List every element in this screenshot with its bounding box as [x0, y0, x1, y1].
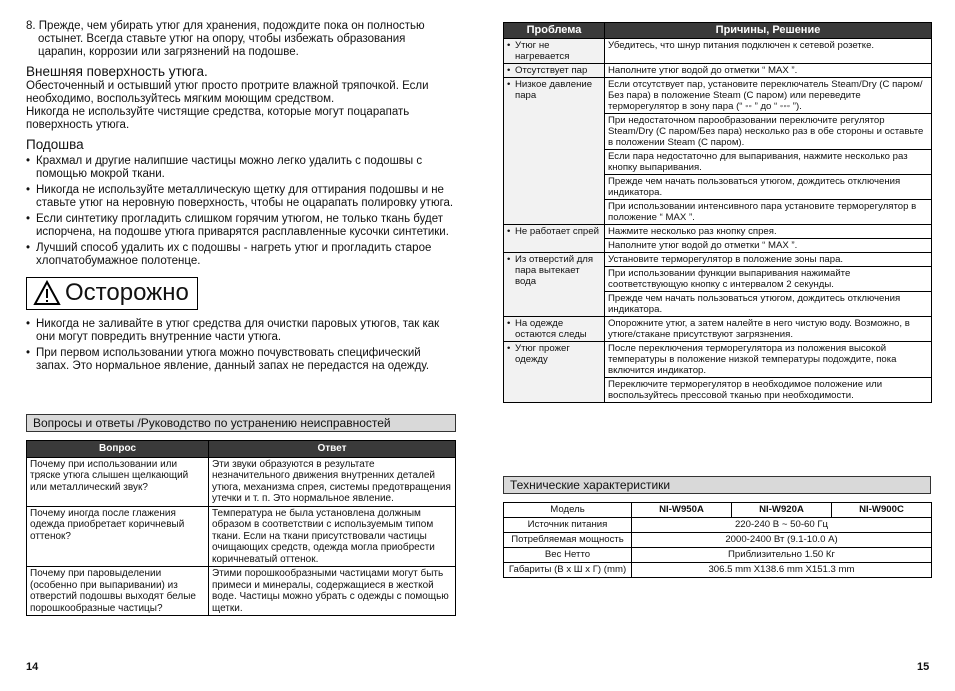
- exterior-heading: Внешняя поверхность утюга.: [26, 64, 208, 79]
- exterior-paragraph-2: Никогда не используйте чистящие средства, которые могут поцарапать поверхность утюга.: [26, 106, 410, 131]
- table-header-row: [27, 441, 456, 458]
- answer-cell: Эти звуки образуются в результате незначительного движения внутренних деталей утюга, механизма спрея, системы предотвращения утечки и т. п. Это нормальное явление.: [209, 457, 456, 506]
- solution-cell: Если пара недостаточно для выпаривания, нажмите несколько раз кнопку выпаривания.: [605, 150, 932, 175]
- problem-cell: • На одежде остаются следы: [504, 317, 605, 342]
- table-row: [27, 457, 456, 506]
- spec-label: Потребляемая мощность: [504, 533, 632, 548]
- item-8-text: 8. Прежде, чем убирать утюг для хранения, подождите пока он полностью остынет. Всегда ставьте утюг на опору, чтобы избежать образования царапин, коррозии или загрязнений на подошве.: [26, 20, 425, 58]
- solution-cell: Нажмите несколько раз кнопку спрея.: [605, 225, 932, 239]
- table-row: [504, 317, 932, 342]
- solution-cell: Убедитесь, что шнур питания подключен к сетевой розетке.: [605, 39, 932, 64]
- qa-section-title: Вопросы и ответы /Руководство по устранению неисправностей: [26, 414, 456, 432]
- qa-table: [26, 440, 456, 616]
- specs-table: [503, 502, 932, 578]
- problem-cell: • Низкое давление пара: [504, 78, 605, 225]
- list-item: • Лучший способ удалить их с подошвы - нагреть утюг и прогладить старое хлопчатобумажное полотенце.: [26, 242, 456, 268]
- solution-cell: После переключения терморегулятора из положения высокой температуры в положение низкой температуры подождите, пока включится индикатор.: [605, 342, 932, 378]
- solution-cell: Наполните утюг водой до отметки “ MAX ”.: [605, 239, 932, 253]
- spec-label: Вес Нетто: [504, 548, 632, 563]
- solution-cell: При использовании интенсивного пара установите терморегулятор в положение “ MAX ”.: [605, 200, 932, 225]
- question-cell: Почему при паровыделении (особенно при выпаривании) из отверстий подошвы выходят белые порошкообразные частицы?: [27, 567, 209, 616]
- solution-cell: Прежде чем начать пользоваться утюгом, дождитесь отключения индикатора.: [605, 292, 932, 317]
- model-name: NI-W950A: [632, 503, 732, 518]
- page-number-left: 14: [26, 661, 39, 673]
- question-cell: Почему при использовании или тряске утюга слышен щелкающий или металлический звук?: [27, 457, 209, 506]
- table-row: [27, 506, 456, 567]
- table-row: [504, 64, 932, 78]
- spec-label: Источник питания: [504, 518, 632, 533]
- column-header: Ответ: [209, 441, 456, 458]
- spec-value: 2000-2400 Вт (9.1-10.0 А): [632, 533, 932, 548]
- problems-table: [503, 22, 932, 403]
- problem-cell: • Отсутствует пар: [504, 64, 605, 78]
- specs-section-title: Технические характеристики: [503, 476, 931, 494]
- problem-cell: • Не работает спрей: [504, 225, 605, 253]
- solution-cell: При недостаточном парообразовании переключите регулятор Steam/Dry (С паром/Без пара) несколько раз в обе стороны и оставьте в положении Steam (С паром).: [605, 114, 932, 150]
- list-item: • Крахмал и другие налипшие частицы можно легко удалить с подошвы с помощью мокрой ткани.: [26, 155, 456, 181]
- caution-box: [26, 277, 198, 310]
- answer-cell: Этими порошкообразными частицами могут быть примеси и минералы, содержащиеся в жесткой воде. Частицы можно убрать с одежды с помощью щетки.: [209, 567, 456, 616]
- solution-cell: Установите терморегулятор в положение зоны пара.: [605, 253, 932, 267]
- left-page-content: [26, 20, 456, 376]
- model-name: NI-W920A: [732, 503, 832, 518]
- table-row: [27, 567, 456, 616]
- exterior-paragraph-1: Обесточенный и остывший утюг просто протрите влажной тряпочкой. Если необходимо, воспользуйтесь мягким моющим средством.: [26, 80, 429, 105]
- model-label: Модель: [504, 503, 632, 518]
- solution-cell: Если отсутствует пар, установите переключатель Steam/Dry (С паром/Без пара) в положение Steam (С паром) или переведите терморегулятор в зону пара (“ ◦◦ ” до “ ◦◦◦ ”).: [605, 78, 932, 114]
- spec-value: Приблизительно 1.50 Кг: [632, 548, 932, 563]
- problem-cell: • Утюг прожег одежду: [504, 342, 605, 403]
- solution-cell: Переключите терморегулятор в необходимое положение или воспользуйтесь прессовой тканью при необходимости.: [605, 378, 932, 403]
- table-row: [504, 253, 932, 267]
- solution-cell: При использовании функции выпаривания нажимайте соответствующую кнопку с интервалом 2 секунды.: [605, 267, 932, 292]
- answer-cell: Температура не была установлена должным образом в соответствии с используемым типом ткани. Если на ткани присутствовали частицы очищающих средств, одежда могла приобрести коричневатый оттенок.: [209, 506, 456, 567]
- warning-icon: [33, 280, 61, 306]
- page-number-right: 15: [917, 661, 930, 673]
- table-row: [504, 78, 932, 114]
- table-header-row: [504, 503, 932, 518]
- table-row: [504, 533, 932, 548]
- solution-cell: Опорожните утюг, а затем налейте в него чистую воду. Возможно, в утюге/стакане присутствуют загрязнения.: [605, 317, 932, 342]
- problem-cell: • Из отверстий для пара вытекает вода: [504, 253, 605, 317]
- column-header: Проблема: [504, 23, 605, 39]
- spec-value: 220-240 В ~ 50-60 Гц: [632, 518, 932, 533]
- table-row: [504, 563, 932, 578]
- solution-cell: Прежде чем начать пользоваться утюгом, дождитесь отключения индикатора.: [605, 175, 932, 200]
- model-name: NI-W900C: [832, 503, 932, 518]
- question-cell: Почему иногда после глажения одежда приобретает коричневый оттенок?: [27, 506, 209, 567]
- table-header-row: [504, 23, 932, 39]
- spec-value: 306.5 mm X138.6 mm X151.3 mm: [632, 563, 932, 578]
- list-item: • Если синтетику прогладить слишком горячим утюгом, не только ткань будет испорчена, на подошве утюга приварятся расплавленные кусочки синтетики.: [26, 213, 456, 239]
- list-item: • Никогда не используйте металлическую щетку для оттирания подошвы и не ставьте утюг на неровную поверхность, чтобы не оцарапать полировку утюга.: [26, 184, 456, 210]
- problem-cell: • Утюг не нагревается: [504, 39, 605, 64]
- soleplate-list: [26, 155, 456, 268]
- table-row: [504, 548, 932, 563]
- list-item: • Никогда не заливайте в утюг средства для очистки паровых утюгов, так как они могут повредить внутренние части утюга.: [26, 318, 456, 344]
- table-row: [504, 342, 932, 378]
- spec-label: Габариты (В x Ш x Г) (mm): [504, 563, 632, 578]
- column-header: Вопрос: [27, 441, 209, 458]
- list-item: • При первом использовании утюга можно почувствовать специфический запах. Это нормальное явление, данный запах не передастся на одежду.: [26, 347, 456, 373]
- table-row: [504, 225, 932, 239]
- soleplate-heading: Подошва: [26, 137, 84, 152]
- solution-cell: Наполните утюг водой до отметки “ MAX ”.: [605, 64, 932, 78]
- caution-list: [26, 318, 456, 373]
- table-row: [504, 39, 932, 64]
- table-row: [504, 518, 932, 533]
- caution-title: Осторожно: [65, 279, 189, 306]
- column-header: Причины, Решение: [605, 23, 932, 39]
